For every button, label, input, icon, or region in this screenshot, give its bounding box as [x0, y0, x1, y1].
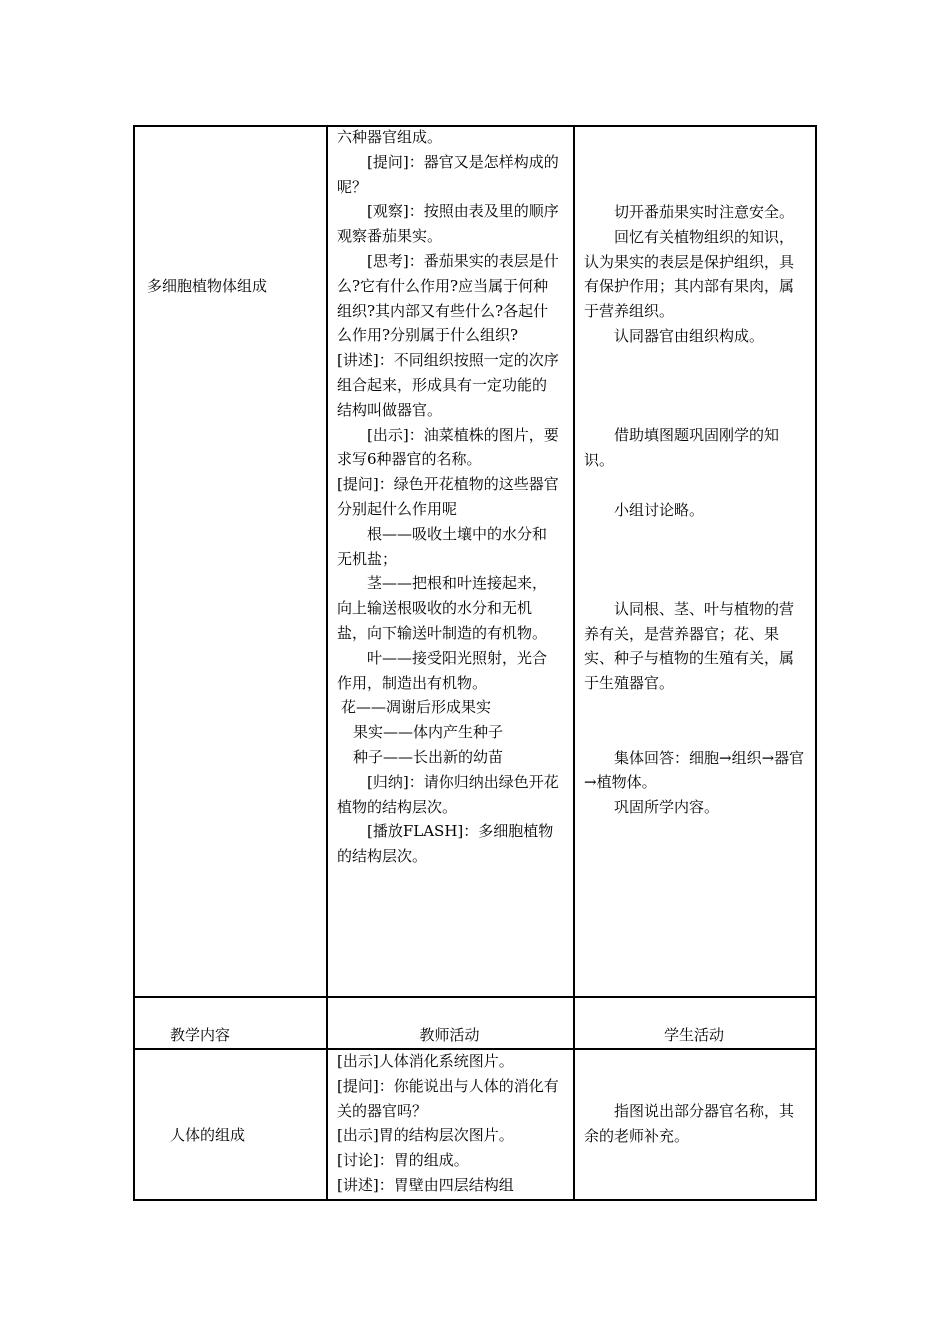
header-student: 学生活动 — [663, 1026, 724, 1044]
teacher-activity-cell — [337, 125, 559, 869]
teacher-line: [讲述]：不同组织按照一定的次序组合起来，形成具有一定功能的结构叫做器官。 — [337, 351, 559, 419]
table-row-divider — [133, 996, 817, 998]
teacher-line: [提问]：器官又是怎样构成的呢？ — [337, 152, 559, 196]
teacher-line: 根——吸收土壤中的水分和无机盐； — [337, 524, 548, 568]
topic-cell — [170, 1123, 320, 1148]
student-line: 巩固所学内容。 — [614, 798, 720, 817]
table-border-right — [815, 125, 817, 1201]
student-line: 指图说出部分器官名称，其余的老师补充。 — [584, 1102, 795, 1145]
teacher-line: [出示]：油菜植株的图片，要求写6种器官的名称。 — [337, 425, 559, 469]
teacher-line: [提问]：绿色开花植物的这些器官分别起什么作用呢 — [337, 475, 559, 518]
teacher-line: [出示]人体消化系统图片。 — [337, 1052, 514, 1070]
table-border-bottom — [133, 1199, 817, 1201]
teacher-line: 果实——体内产生种子 — [353, 723, 504, 742]
student-line: 借助填图题巩固刚学的知识。 — [584, 426, 780, 469]
teacher-line: 茎——把根和叶连接起来，向上输送根吸收的水分和无机盐，向下输送叶制造的有机物。 — [337, 574, 548, 642]
student-activity-cell — [584, 200, 806, 820]
teacher-line: [归纳]：请你归纳出绿色开花植物的结构层次。 — [337, 772, 559, 816]
teacher-line: 六种器官组成。 — [337, 128, 443, 146]
topic-cell — [147, 274, 317, 299]
teacher-line: 叶——接受阳光照射，光合作用，制造出有机物。 — [337, 648, 548, 692]
student-line: 切开番茄果实时注意安全。 — [614, 203, 795, 221]
student-line: 集体回答：细胞→组织→器官→植物体。 — [584, 748, 805, 792]
student-line: 认同器官由组织构成。 — [614, 326, 765, 345]
teacher-line: 种子——长出新的幼苗 — [353, 747, 504, 766]
teacher-line: [思考]：番茄果实的表层是什么?它有什么作用?应当属于何种组织?其内部又有些什么?各起什么作用?分别属于什么组织? — [337, 251, 559, 345]
teacher-line: [讲述]：胃壁由四层结构组 — [337, 1175, 514, 1194]
topic-text: 多细胞植物体组成 — [147, 277, 268, 295]
teacher-line: [出示]胃的结构层次图片。 — [337, 1126, 514, 1145]
teacher-line: [提问]：你能说出与人体的消化有关的器官吗？ — [337, 1076, 559, 1120]
lesson-plan-table — [133, 125, 817, 1201]
teacher-line: 花——凋谢后形成果实 — [341, 698, 492, 717]
topic-text: 人体的组成 — [170, 1126, 246, 1144]
teacher-activity-cell — [337, 1049, 559, 1198]
student-activity-cell — [584, 1099, 806, 1149]
student-line: 认同根、茎、叶与植物的营养有关，是营养器官；花、果实、种子与植物的生殖有关，属于生殖器官。 — [584, 599, 795, 693]
teacher-line: [播放FLASH]：多细胞植物的结构层次。 — [337, 822, 554, 866]
header-teacher: 教师活动 — [419, 1026, 480, 1044]
teacher-line: [讨论]：胃的组成。 — [337, 1151, 469, 1170]
header-content: 教学内容 — [170, 1026, 231, 1044]
teacher-line: [观察]：按照由表及里的顺序观察番茄果实。 — [337, 202, 559, 246]
student-line: 小组讨论略。 — [614, 500, 705, 519]
student-line: 回忆有关植物组织的知识，认为果实的表层是保护组织，具有保护作用；其内部有果肉，属于营养组织。 — [584, 227, 795, 321]
